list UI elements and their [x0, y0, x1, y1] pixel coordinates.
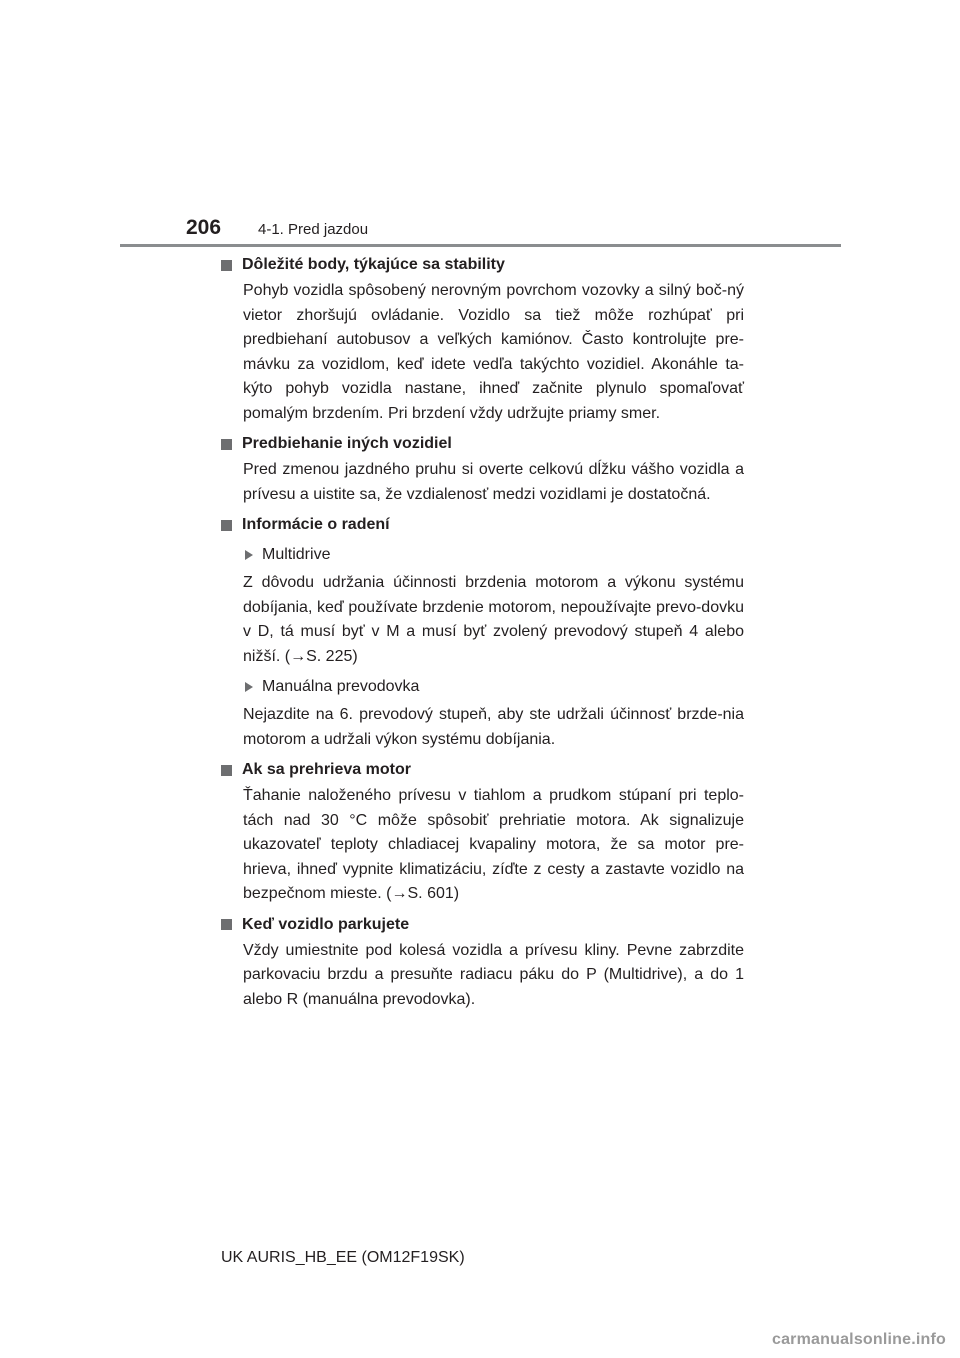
content: [221, 253, 744, 1018]
page-number: 206: [186, 216, 222, 239]
subsection-text: Nejazdite na 6. prevodový stupeň, aby ste udržali účinnosť brzde-nia motorom a udržali výkon systému dobíjania.: [243, 706, 744, 748]
section-parking: [221, 913, 744, 1013]
subsection-multidrive: [245, 543, 744, 567]
section-heading: Keď vozidlo parkujete: [242, 915, 410, 933]
square-bullet-icon: [221, 765, 232, 776]
section-shifting: [221, 513, 744, 752]
section-text: Pred zmenou jazdného pruhu si overte celkovú dĺžku vášho vozidla a prívesu a uistite sa, že vzdialenosť medzi vozidlami je dostatočná.: [243, 461, 744, 503]
section-heading: Informácie o radení: [242, 516, 390, 533]
section-stability: [221, 253, 744, 426]
triangle-bullet-icon: [245, 550, 253, 560]
subsection-manual: [245, 675, 744, 699]
section-text: Vždy umiestnite pod kolesá vozidla a prívesu kliny. Pevne zabrzdite parkovaciu brzdu a presuňte radiacu páku do P (Multidrive), a do 1 alebo R (manuálna prevodovka).: [243, 941, 744, 1008]
triangle-bullet-icon: [245, 682, 253, 692]
section-heading: Dôležité body, týkajúce sa stability: [242, 256, 505, 273]
section-heading: Predbiehanie iných vozidiel: [242, 435, 452, 452]
section-overtaking: [221, 432, 744, 507]
footer-model: UK AURIS_HB_EE (OM12F19SK): [221, 1249, 465, 1266]
section-heading: Ak sa prehrieva motor: [242, 761, 411, 778]
square-bullet-icon: [221, 520, 232, 531]
watermark: carmanualsonline.info: [771, 1331, 946, 1348]
section-title: 4-1. Pred jazdou: [258, 221, 369, 238]
section-overheating: [221, 758, 744, 907]
subsection-text: Z dôvodu udržania účinnosti brzdenia motorom a výkonu systému dobíjania, keď používate brzdenie motorom, nepoužívajte prevo-dovku v D, tá musí byť v M a musí byť zvolený prevodový stupeň 4 alebo nižší. (→S. 225): [243, 574, 744, 665]
section-text: Pohyb vozidla spôsobený nerovným povrchom vozovky a silný boč-ný vietor zhoršujú ovládanie. Vozidlo sa tiež môže rozhúpať pri predbiehaní autobusov a veľkých kamiónov. Často kontrolujte pre-mávku za vozidlom, keď idete vedľa takýchto vozidiel. Akonáhle ta-kýto pohyb vozidla nastane, ihneď začnite plynulo spomaľovať pomalým brzdením. Pri brzdení vždy udržujte priamy smer.: [243, 282, 744, 422]
square-bullet-icon: [221, 260, 232, 271]
square-bullet-icon: [221, 919, 232, 930]
square-bullet-icon: [221, 439, 232, 450]
subsection-title: Manuálna prevodovka: [262, 678, 420, 695]
header-rule: [120, 244, 841, 247]
subsection-title: Multidrive: [262, 546, 331, 563]
section-text: Ťahanie naloženého prívesu v tiahlom a prudkom stúpaní pri teplo-tách nad 30 °C môže spôsobiť prehriatie motora. Ak signalizuje ukazovateľ teploty chladiacej kvapaliny motora, že sa motor pre-hrieva, ihneď vypnite klimatizáciu, zíďte z cesty a zastavte vozidlo na bezpečnom mieste. (→S. 601): [243, 787, 744, 902]
